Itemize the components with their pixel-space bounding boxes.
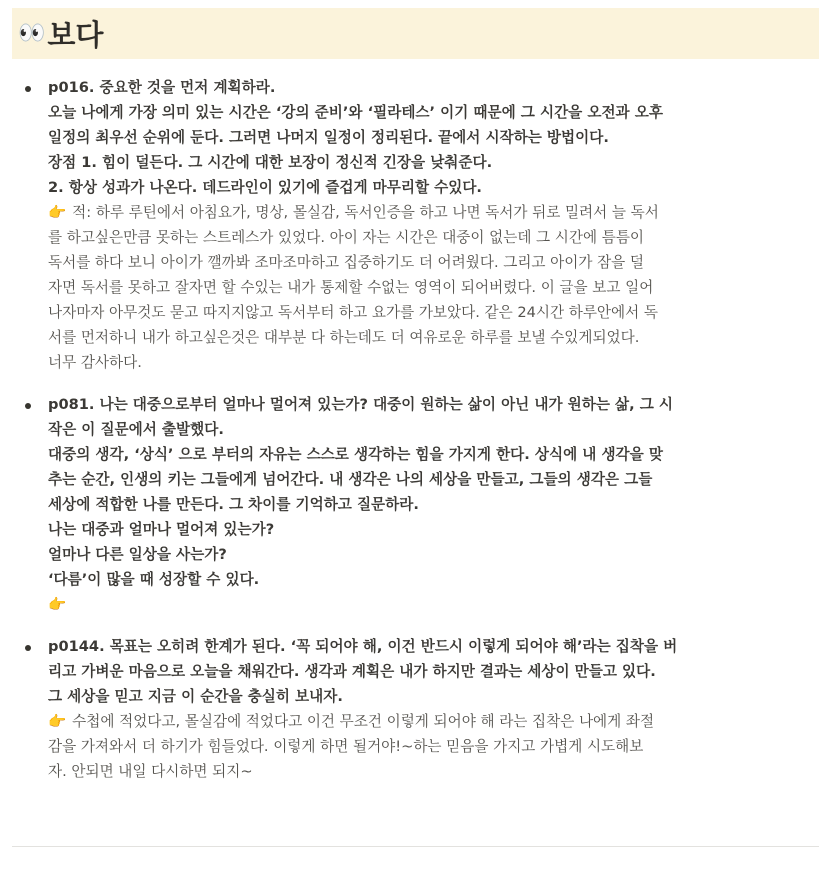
text-line-content: ‘다름’이 많을 때 성장할 수 있다. bbox=[48, 571, 260, 588]
text-line[interactable] bbox=[48, 634, 819, 659]
text-line[interactable] bbox=[48, 100, 819, 125]
divider bbox=[12, 846, 819, 847]
pointing-hand-icon: 👉 bbox=[48, 713, 67, 730]
text-line-content: 작은 이 질문에서 출발했다. bbox=[48, 421, 224, 438]
text-line-content: 장점 1. 힘이 덜든다. 그 시간에 대한 보장이 정신적 긴장을 낮춰준다. bbox=[48, 154, 493, 171]
entry-list bbox=[12, 75, 819, 784]
text-line-content: 나자마자 아무것도 묻고 따지지않고 독서부터 하고 요가를 가보았다. 같은 24시간 하루안에서 독 bbox=[48, 304, 658, 321]
pointing-hand-icon: 👉 bbox=[48, 204, 67, 221]
text-line[interactable] bbox=[48, 442, 819, 467]
bullet-icon bbox=[25, 86, 31, 92]
text-line[interactable] bbox=[48, 350, 819, 375]
text-line[interactable] bbox=[48, 567, 819, 592]
eyes-icon: 👀 bbox=[18, 21, 44, 46]
text-line[interactable] bbox=[48, 592, 819, 617]
text-line[interactable] bbox=[48, 325, 819, 350]
text-line-content: 2. 항상 성과가 나온다. 데드라인이 있기에 즐겁게 마무리할 수있다. bbox=[48, 179, 482, 196]
text-line-content: p016. 중요한 것을 먼저 계획하라. bbox=[48, 79, 276, 96]
text-line[interactable] bbox=[48, 659, 819, 684]
text-line[interactable] bbox=[48, 250, 819, 275]
text-line-content: 일정의 최우선 순위에 둔다. 그러면 나머지 일정이 정리된다. 끝에서 시작하는 방법이다. bbox=[48, 129, 609, 146]
list-item[interactable] bbox=[12, 75, 819, 375]
text-line-content: p0144. 목표는 오히려 한계가 된다. ‘꼭 되어야 해, 이건 반드시 이렇게 되어야 해’라는 집착을 버 bbox=[48, 638, 678, 655]
text-line-content: 감을 가져와서 더 하기가 힘들었다. 이렇게 하면 될거야!~하는 믿음을 가지고 가볍게 시도해보 bbox=[48, 738, 644, 755]
text-line-content: 세상에 적합한 나를 만든다. 그 차이를 기억하고 질문하라. bbox=[48, 496, 419, 513]
text-line[interactable] bbox=[48, 734, 819, 759]
text-line-content: 독서를 하다 보니 아이가 깰까봐 조마조마하고 집중하기도 더 어려웠다. 그리고 아이가 잠을 덜 bbox=[48, 254, 645, 271]
pointing-hand-icon: 👉 bbox=[48, 596, 67, 613]
text-line-content: 적: 하루 루틴에서 아침요가, 명상, 몰실감, 독서인증을 하고 나면 독서가 뒤로 밀려서 늘 독서 bbox=[72, 204, 659, 221]
text-line[interactable] bbox=[48, 542, 819, 567]
text-line-content: 오늘 나에게 가장 의미 있는 시간은 ‘강의 준비’와 ‘필라테스’ 이기 때문에 그 시간을 오전과 오후 bbox=[48, 104, 663, 121]
text-line-content: 추는 순간, 인생의 키는 그들에게 넘어간다. 내 생각은 나의 세상을 만들고, 그들의 생각은 그들 bbox=[48, 471, 653, 488]
text-line[interactable] bbox=[48, 175, 819, 200]
text-line[interactable] bbox=[48, 125, 819, 150]
text-line[interactable] bbox=[48, 300, 819, 325]
heading-block bbox=[12, 8, 819, 59]
text-line[interactable] bbox=[48, 200, 819, 225]
text-line[interactable] bbox=[48, 392, 819, 417]
text-line[interactable] bbox=[48, 275, 819, 300]
text-line-content: 그 세상을 믿고 지금 이 순간을 충실히 보내자. bbox=[48, 688, 343, 705]
text-line-content: 자면 독서를 못하고 잘자면 할 수있는 내가 통제할 수없는 영역이 되어버렸다. 이 글을 보고 일어 bbox=[48, 279, 654, 296]
text-line-content: 얼마나 다른 일상을 사는가? bbox=[48, 546, 227, 563]
bullet-icon bbox=[25, 403, 31, 409]
text-line-content: 대중의 생각, ‘상식’ 으로 부터의 자유는 스스로 생각하는 힘을 가지게 한다. 상식에 내 생각을 맞 bbox=[48, 446, 663, 463]
text-line[interactable] bbox=[48, 709, 819, 734]
text-line-content: 자. 안되면 내일 다시하면 되지~ bbox=[48, 763, 253, 780]
text-line-content: 나는 대중과 얼마나 멀어져 있는가? bbox=[48, 521, 275, 538]
text-line-content: 수첩에 적었다고, 몰실감에 적었다고 이건 무조건 이렇게 되어야 해 라는 집착은 나에게 좌절 bbox=[72, 713, 655, 730]
text-line[interactable] bbox=[48, 225, 819, 250]
text-line-content: p081. 나는 대중으로부터 얼마나 멀어져 있는가? 대중이 원하는 삶이 아닌 내가 원하는 삶, 그 시 bbox=[48, 396, 674, 413]
text-line[interactable] bbox=[48, 417, 819, 442]
text-line-content: 서를 먼저하니 내가 하고싶은것은 대부분 다 하는데도 더 여유로운 하루를 보낼 수있게되었다. bbox=[48, 329, 640, 346]
text-line-content: 리고 가벼운 마음으로 오늘을 채워간다. 생각과 계획은 내가 하지만 결과는 세상이 만들고 있다. bbox=[48, 663, 656, 680]
bullet-icon bbox=[25, 645, 31, 651]
text-line[interactable] bbox=[48, 684, 819, 709]
list-item[interactable] bbox=[12, 392, 819, 617]
list-item[interactable] bbox=[12, 634, 819, 784]
text-line[interactable] bbox=[48, 492, 819, 517]
text-line[interactable] bbox=[48, 75, 819, 100]
text-line[interactable] bbox=[48, 150, 819, 175]
text-line-content: 를 하고싶은만큼 못하는 스트레스가 있었다. 아이 자는 시간은 대중이 없는데 그 시간에 틈틈이 bbox=[48, 229, 645, 246]
text-line-content: 너무 감사하다. bbox=[48, 354, 142, 371]
text-line[interactable] bbox=[48, 759, 819, 784]
text-line[interactable] bbox=[48, 467, 819, 492]
text-line[interactable] bbox=[48, 517, 819, 542]
page-heading: 보다 bbox=[47, 18, 104, 52]
